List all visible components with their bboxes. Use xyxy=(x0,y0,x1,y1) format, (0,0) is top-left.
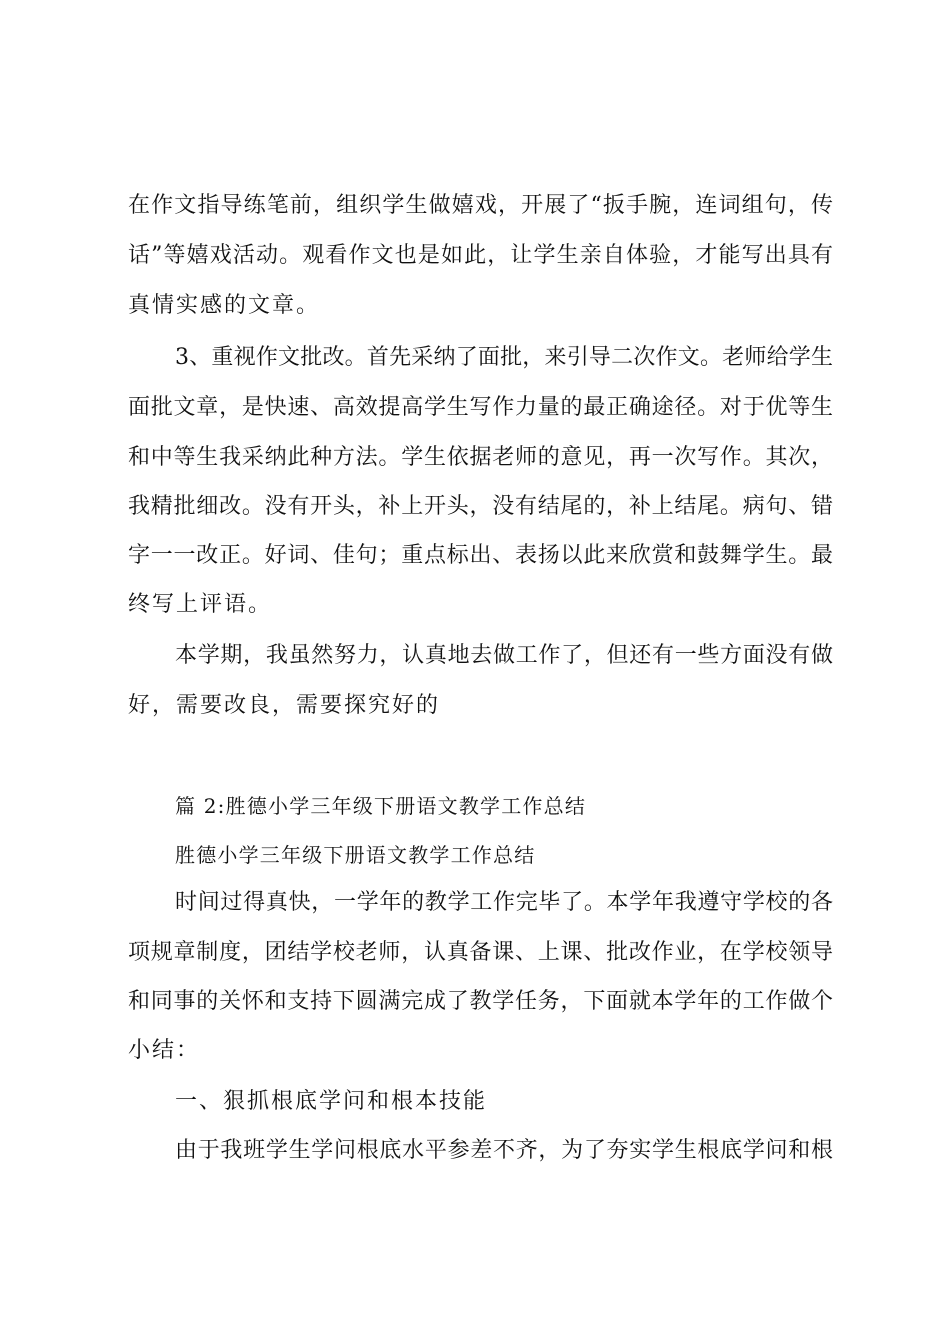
paragraph-line: 在作文指导练笔前，组织学生做嬉戏，开展了“扳手腕，连词组句，传 xyxy=(128,193,833,218)
paragraph-line: 话”等嬉戏活动。观看作文也是如此，让学生亲自体验，才能写出具有 xyxy=(128,243,833,268)
paragraph-line: 面批文章，是快速、高效提高学生写作力量的最正确途径。对于优等生 xyxy=(128,395,833,420)
section-heading: 篇 2:胜德小学三年级下册语文教学工作总结 xyxy=(175,794,587,818)
paragraph-line: 和中等生我采纳此种方法。学生依据老师的意见，再一次写作。其次， xyxy=(128,445,833,470)
paragraph-line: 真情实感的文章。 xyxy=(128,293,321,318)
section-title: 胜德小学三年级下册语文教学工作总结 xyxy=(175,843,536,867)
paragraph-line: 和同事的关怀和支持下圆满完成了教学任务，下面就本学年的工作做个 xyxy=(128,989,833,1014)
paragraph-line: 终写上评语。 xyxy=(128,592,273,617)
paragraph-line: 好，需要改良，需要探究好的 xyxy=(128,693,441,718)
paragraph-line: 3、重视作文批改。首先采纳了面批，来引导二次作文。老师给学生 xyxy=(175,345,833,370)
paragraph-line: 时间过得真快，一学年的教学工作完毕了。本学年我遵守学校的各 xyxy=(175,890,833,915)
paragraph-line: 我精批细改。没有开头，补上开头，没有结尾的，补上结尾。病句、错 xyxy=(128,494,833,519)
paragraph-line: 字一一改正。好词、佳句；重点标出、表扬以此来欣赏和鼓舞学生。最 xyxy=(128,543,833,568)
paragraph-line: 项规章制度，团结学校老师，认真备课、上课、批改作业，在学校领导 xyxy=(128,940,833,965)
paragraph-line: 本学期，我虽然努力，认真地去做工作了，但还有一些方面没有做 xyxy=(175,643,833,668)
paragraph-line: 由于我班学生学问根底水平参差不齐，为了夯实学生根底学问和根 xyxy=(175,1138,833,1163)
paragraph-line: 小结： xyxy=(128,1038,201,1063)
subheading: 一、狠抓根底学问和根本技能 xyxy=(175,1089,488,1114)
